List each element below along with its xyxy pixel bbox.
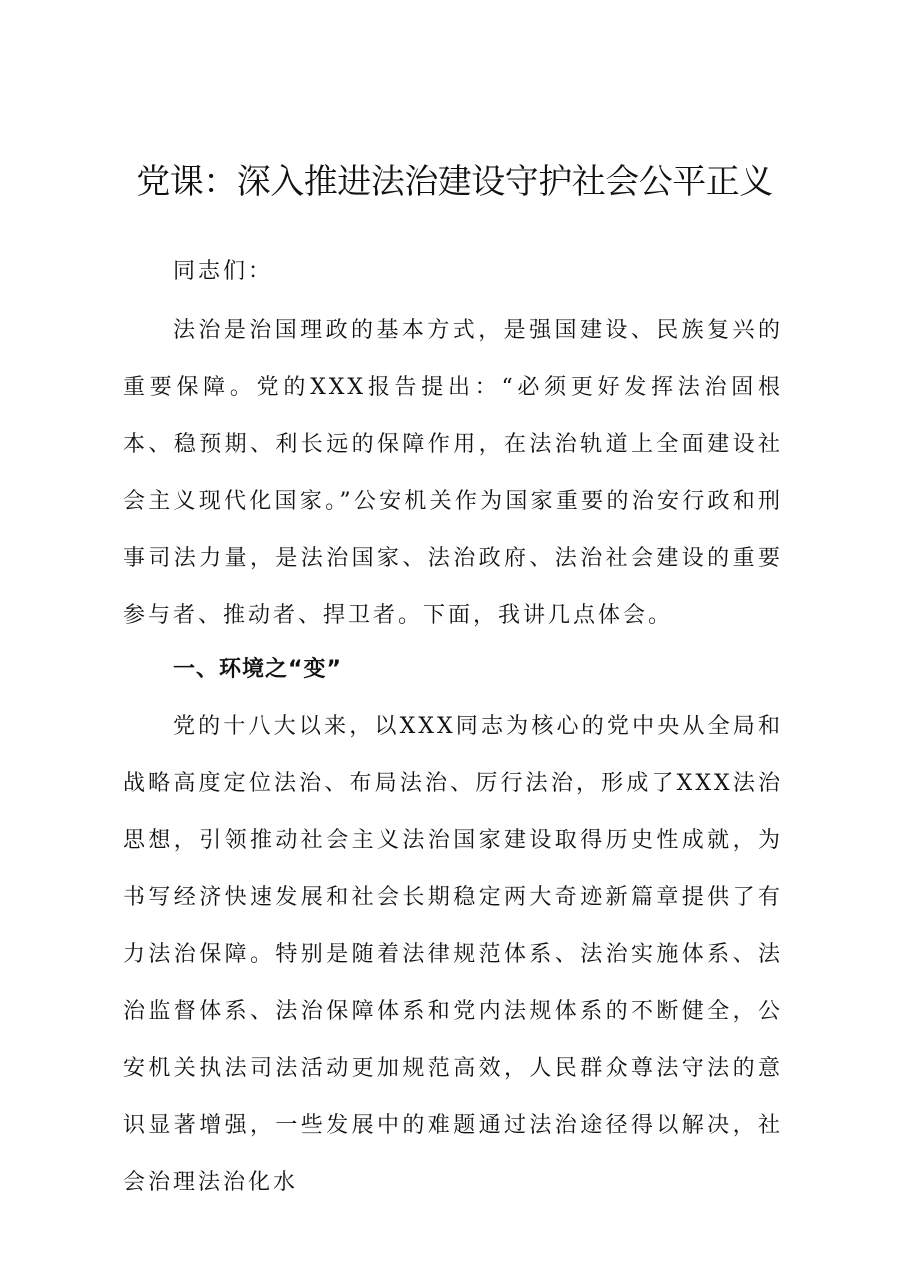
paragraph-intro: 法治是治国理政的基本方式，是强国建设、民族复兴的重要保障。党的XXX报告提出：“必须更好发挥法治固根本、稳预期、利长远的保障作用，在法治轨道上全面建设社会主义现代化国家。”公安机关作为国家重要的治安行政和刑事司法力量，是法治国家、法治政府、法治社会建设的重要参与者、推动者、捍卫者。下面，我讲几点体会。 <box>123 318 783 628</box>
section-heading-1: 一、环境之“变” <box>173 657 342 682</box>
document-title: 党课：深入推进法治建设守护社会公平正义 <box>136 162 773 202</box>
paragraph-section-1: 党的十八大以来，以XXX同志为核心的党中央从全局和战略高度定位法治、布局法治、厉行法治，形成了XXX法治思想，引领推动社会主义法治国家建设取得历史性成就，为书写经济快速发展和社会长期稳定两大奇迹新篇章提供了有力法治保障。特别是随着法律规范体系、法治实施体系、法治监督体系、法治保障体系和党内法规体系的不断健全，公安机关执法司法活动更加规范高效，人民群众尊法守法的意识显著增强，一些发展中的难题通过法治途径得以解决，社会治理法治化水 <box>123 714 783 1195</box>
salutation: 同志们： <box>173 259 274 284</box>
